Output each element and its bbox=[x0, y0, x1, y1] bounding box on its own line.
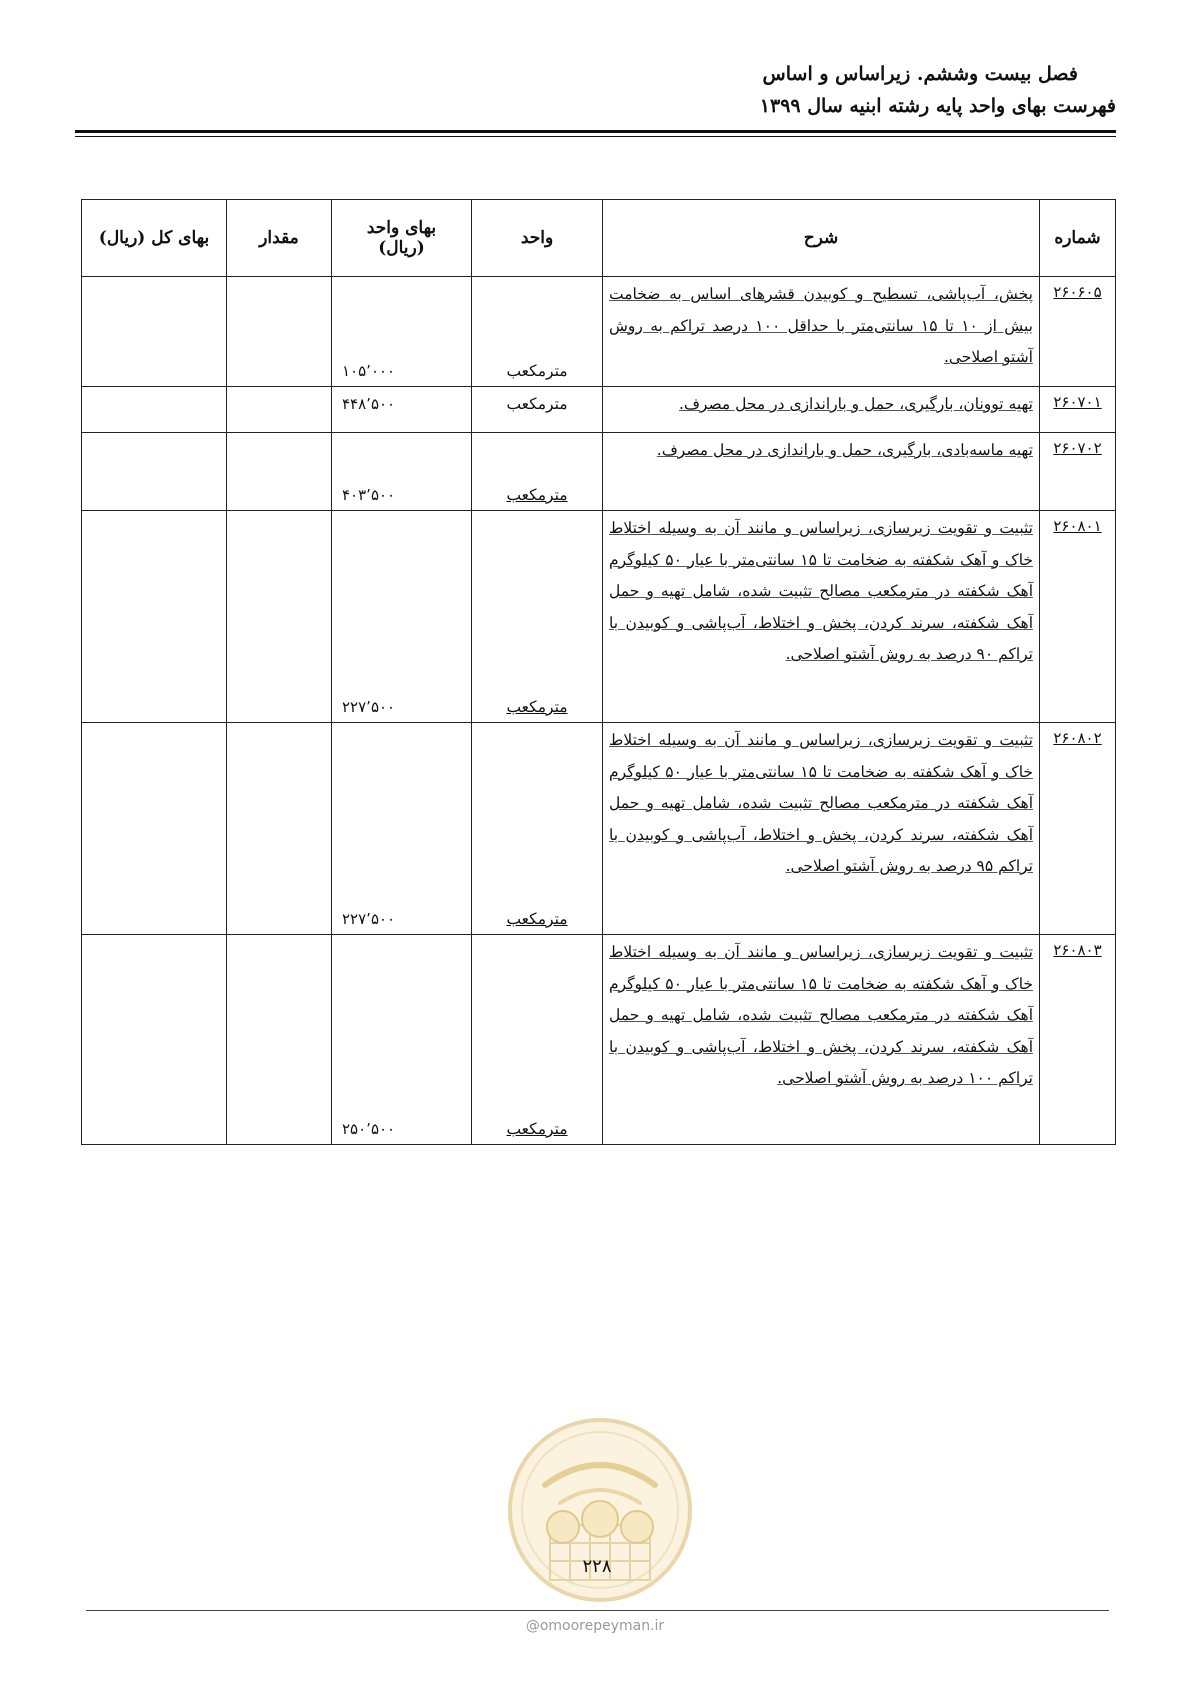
price-list-title: فهرست بهای واحد پایه رشته ابنیه سال ۱۳۹۹ bbox=[759, 95, 1116, 117]
item-code: ۲۶۰۸۰۲ bbox=[1040, 723, 1116, 935]
item-code: ۲۶۰۷۰۱ bbox=[1040, 387, 1116, 433]
col-header-unit: واحد bbox=[472, 200, 603, 277]
header-rule-thin bbox=[75, 136, 1116, 137]
page-number: ۲۲۸ bbox=[582, 1556, 612, 1577]
col-header-desc: شرح bbox=[603, 200, 1040, 277]
item-total bbox=[82, 433, 227, 511]
item-total bbox=[82, 935, 227, 1145]
item-description: تثبیت و تقویت زیرسازی، زیراساس و مانند آن به وسیله اختلاط خاک و آهک شکفته به ضخامت تا ۱۵ سانتی‌متر با عیار ۵۰ کیلوگرم آهک شکفته در مترمکعب مصالح تثبیت شده، شامل تهیه و حمل آهک شکفته، سرند کردن، پخش و اختلاط، آب‌پاشی و کوبیدن با تراکم ۹۰ درصد به روش آشتو اصلاحی. bbox=[603, 511, 1040, 723]
item-code: ۲۶۰۶۰۵ bbox=[1040, 277, 1116, 387]
item-unit: مترمکعب bbox=[472, 723, 603, 935]
item-quantity bbox=[227, 723, 332, 935]
item-code: ۲۶۰۸۰۱ bbox=[1040, 511, 1116, 723]
table-row bbox=[82, 387, 1116, 433]
item-code: ۲۶۰۷۰۲ bbox=[1040, 433, 1116, 511]
table-row bbox=[82, 723, 1116, 935]
item-unit: مترمکعب bbox=[472, 935, 603, 1145]
item-total bbox=[82, 723, 227, 935]
item-unit-price: ۲۲۷٬۵۰۰ bbox=[332, 723, 472, 935]
unit-price-label: بهای واحد bbox=[366, 218, 437, 238]
price-table bbox=[81, 199, 1116, 1145]
item-unit: مترمکعب bbox=[472, 511, 603, 723]
chapter-title: فصل بیست وششم. زیراساس و اساس bbox=[762, 63, 1078, 85]
footer-rule bbox=[86, 1610, 1109, 1611]
item-unit-price: ۴۰۳٬۵۰۰ bbox=[332, 433, 472, 511]
unit-price-currency: (ریال) bbox=[378, 238, 425, 258]
col-header-code: شماره bbox=[1040, 200, 1116, 277]
item-quantity bbox=[227, 935, 332, 1145]
table-row bbox=[82, 433, 1116, 511]
item-quantity bbox=[227, 511, 332, 723]
item-description: تهیه ماسه‌بادی، بارگیری، حمل و باراندازی در محل مصرف. bbox=[603, 433, 1040, 511]
table-row bbox=[82, 935, 1116, 1145]
header-rule-thick bbox=[75, 130, 1116, 133]
item-quantity bbox=[227, 277, 332, 387]
item-unit: مترمکعب bbox=[472, 277, 603, 387]
table-header-row bbox=[82, 200, 1116, 277]
table-row bbox=[82, 277, 1116, 387]
item-total bbox=[82, 277, 227, 387]
item-unit-price: ۲۲۷٬۵۰۰ bbox=[332, 511, 472, 723]
item-unit: مترمکعب bbox=[472, 387, 603, 433]
item-description: تثبیت و تقویت زیرسازی، زیراساس و مانند آن به وسیله اختلاط خاک و آهک شکفته به ضخامت تا ۱۵ سانتی‌متر با عیار ۵۰ کیلوگرم آهک شکفته در مترمکعب مصالح تثبیت شده، شامل تهیه و حمل آهک شکفته، سرند کردن، پخش و اختلاط، آب‌پاشی و کوبیدن با تراکم ۱۰۰ درصد به روش آشتو اصلاحی. bbox=[603, 935, 1040, 1145]
item-unit: مترمکعب bbox=[472, 433, 603, 511]
item-code: ۲۶۰۸۰۳ bbox=[1040, 935, 1116, 1145]
item-unit-price: ۴۴۸٬۵۰۰ bbox=[332, 387, 472, 433]
item-description: پخش، آب‌پاشی، تسطیح و کوبیدن قشرهای اساس به ضخامت بیش از ۱۰ تا ۱۵ سانتی‌متر با حداقل ۱۰۰ درصد تراکم به روش آشتو اصلاحی. bbox=[603, 277, 1040, 387]
page-header bbox=[76, 58, 1116, 122]
item-total bbox=[82, 511, 227, 723]
item-description: تهیه توونان، بارگیری، حمل و باراندازی در محل مصرف. bbox=[603, 387, 1040, 433]
table-row bbox=[82, 511, 1116, 723]
item-unit-price: ۱۰۵٬۰۰۰ bbox=[332, 277, 472, 387]
site-watermark: @omoorepeyman.ir bbox=[525, 1618, 665, 1634]
col-header-qty: مقدار bbox=[227, 200, 332, 277]
item-quantity bbox=[227, 387, 332, 433]
item-description: تثبیت و تقویت زیرسازی، زیراساس و مانند آن به وسیله اختلاط خاک و آهک شکفته به ضخامت تا ۱۵ سانتی‌متر با عیار ۵۰ کیلوگرم آهک شکفته در مترمکعب مصالح تثبیت شده، شامل تهیه و حمل آهک شکفته، سرند کردن، پخش و اختلاط، آب‌پاشی و کوبیدن با تراکم ۹۵ درصد به روش آشتو اصلاحی. bbox=[603, 723, 1040, 935]
item-total bbox=[82, 387, 227, 433]
col-header-unit-price bbox=[332, 200, 472, 277]
col-header-total: بهای کل (ریال) bbox=[82, 200, 227, 277]
item-unit-price: ۲۵۰٬۵۰۰ bbox=[332, 935, 472, 1145]
item-quantity bbox=[227, 433, 332, 511]
